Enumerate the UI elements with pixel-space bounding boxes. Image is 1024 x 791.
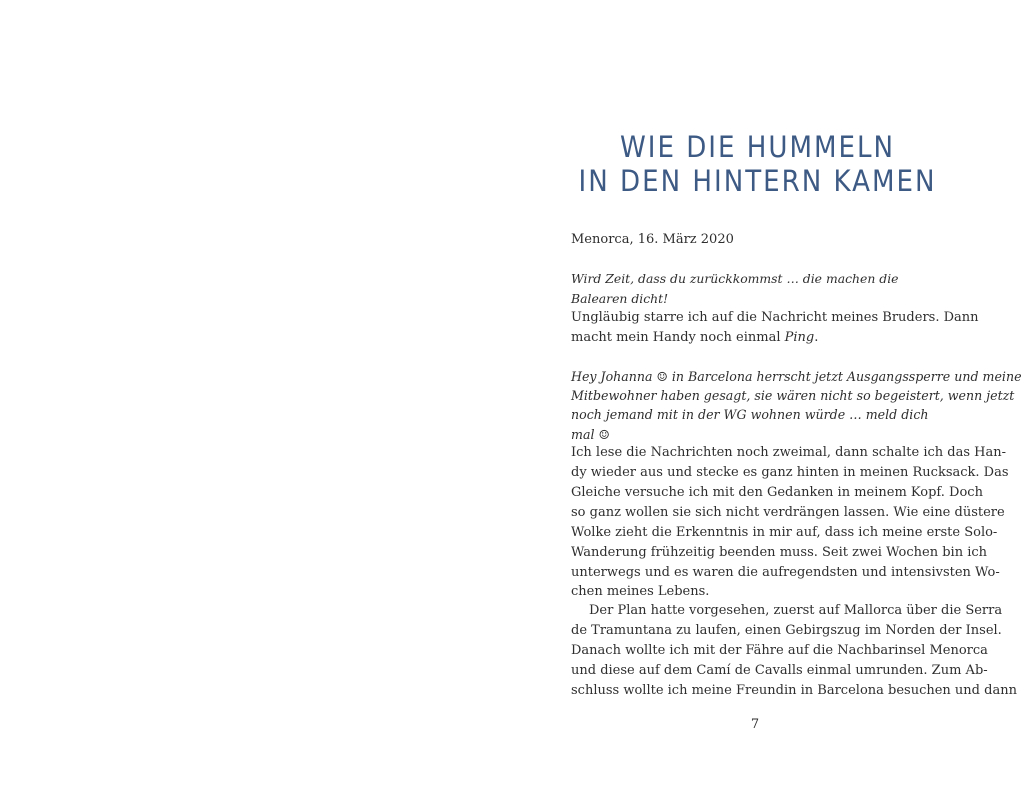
paragraph-2-line: Wanderung frühzeitig beenden muss. Seit zwei Wochen bin ich: [571, 545, 988, 560]
paragraph-1-line: Ungläubig starre ich auf die Nachricht meines Bruders. Dann: [571, 310, 979, 325]
paragraph-3-line: de Tramuntana zu laufen, einen Gebirgszug im Norden der Insel.: [571, 623, 1002, 638]
message-friend-line: Mitbewohner haben gesagt, sie wären nicht so begeistert, wenn jetzt: [571, 388, 1015, 403]
paragraph-1-line-text: macht mein Handy noch einmal Ping.: [571, 330, 819, 345]
paragraph-2-line: chen meines Lebens.: [571, 584, 710, 599]
left-page-blank: [0, 0, 510, 791]
chapter-title-line-2: IN DEN HINTERN KAMEN: [578, 164, 937, 198]
paragraph-3-line: schluss wollte ich meine Freundin in Barcelona besuchen und dann: [571, 683, 1017, 698]
paragraph-2-line: Gleiche versuche ich mit den Gedanken in meinem Kopf. Doch: [571, 485, 983, 500]
dateline: Menorca, 16. März 2020: [571, 232, 734, 247]
paragraph-2-line: Wolke zieht die Erkenntnis in mir auf, dass ich meine erste Solo-: [571, 525, 998, 540]
paragraph-3-line: und diese auf dem Camí de Cavalls einmal umrunden. Zum Ab-: [571, 663, 988, 678]
paragraph-3-line: Danach wollte ich mit der Fähre auf die Nachbarinsel Menorca: [571, 643, 988, 658]
message-friend-line: noch jemand mit in der WG wohnen würde … meld dich mal ☺: [571, 407, 929, 442]
chapter-title-line-1: WIE DIE HUMMELN: [619, 130, 896, 164]
message-friend-line: Hey Johanna ☺ in Barcelona herrscht jetzt Ausgangssperre und meine: [571, 369, 1022, 384]
ping-emphasis: Ping: [784, 330, 815, 345]
message-brother: Wird Zeit, dass du zurückkommst … die machen die Balearen dicht!: [571, 271, 899, 306]
paragraph-2-line: unterwegs und es waren die aufregendsten und intensivsten Wo-: [571, 565, 1000, 580]
paragraph-2-line: dy wieder aus und stecke es ganz hinten in meinen Rucksack. Das: [571, 465, 1009, 480]
page-number: 7: [750, 717, 760, 732]
paragraph-1-line: [571, 328, 944, 348]
paragraph-3-line: Der Plan hatte vorgesehen, zuerst auf Mallorca über die Serra: [589, 603, 1003, 618]
paragraph-2-line: so ganz wollen sie sich nicht verdrängen lassen. Wie eine düstere: [571, 505, 1005, 520]
paragraph-2-line: Ich lese die Nachrichten noch zweimal, dann schalte ich das Han-: [571, 445, 1007, 460]
